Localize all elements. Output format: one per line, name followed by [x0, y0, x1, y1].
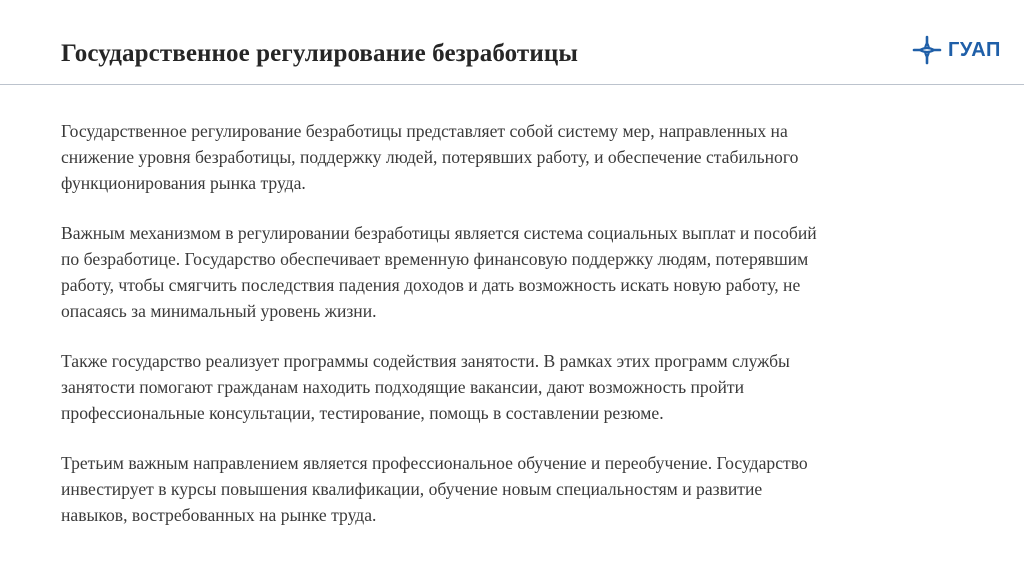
guap-logo-text: ГУАП	[948, 38, 1001, 61]
paragraph-line: работу, чтобы смягчить последствия падения доходов и дать возможность искать новую работу, не	[61, 275, 801, 295]
paragraph-line: занятости помогают гражданам находить подходящие вакансии, дают возможность пройти	[61, 377, 745, 397]
paragraph-line: по безработице. Государство обеспечивает временную финансовую поддержку людям, потерявшим	[61, 249, 809, 269]
paragraph-line: функционирования рынка труда.	[61, 173, 306, 193]
paragraph-line: профессиональные консультации, тестирование, помощь в составлении резюме.	[61, 403, 664, 423]
slide-body	[61, 118, 991, 552]
paragraph-line: снижение уровня безработицы, поддержку людей, потерявших работу, и обеспечение стабильного	[61, 147, 799, 167]
paragraph-line: опасаясь за минимальный уровень жизни.	[61, 301, 377, 321]
paragraph-line: Государственное регулирование безработицы представляет собой систему мер, направленных на	[61, 121, 788, 141]
paragraph-retraining	[61, 450, 991, 528]
paragraph-line: инвестирует в курсы повышения квалификации, обучение новым специальностям и развитие	[61, 479, 763, 499]
slide-title: Государственное регулирование безработицы	[61, 40, 578, 67]
paragraph-definition	[61, 118, 991, 196]
header-divider	[0, 84, 1024, 85]
paragraph-line: навыков, востребованных на рынке труда.	[61, 505, 377, 525]
guap-logo	[912, 35, 1001, 65]
guap-emblem-icon	[912, 35, 942, 65]
paragraph-line: Третьим важным направлением является профессиональное обучение и переобучение. Государство	[61, 453, 808, 473]
paragraph-line: Также государство реализует программы содействия занятости. В рамках этих программ службы	[61, 351, 790, 371]
paragraph-employment-programs	[61, 348, 991, 426]
paragraph-social-payments	[61, 220, 991, 324]
paragraph-line: Важным механизмом в регулировании безработицы является система социальных выплат и пособий	[61, 223, 817, 243]
